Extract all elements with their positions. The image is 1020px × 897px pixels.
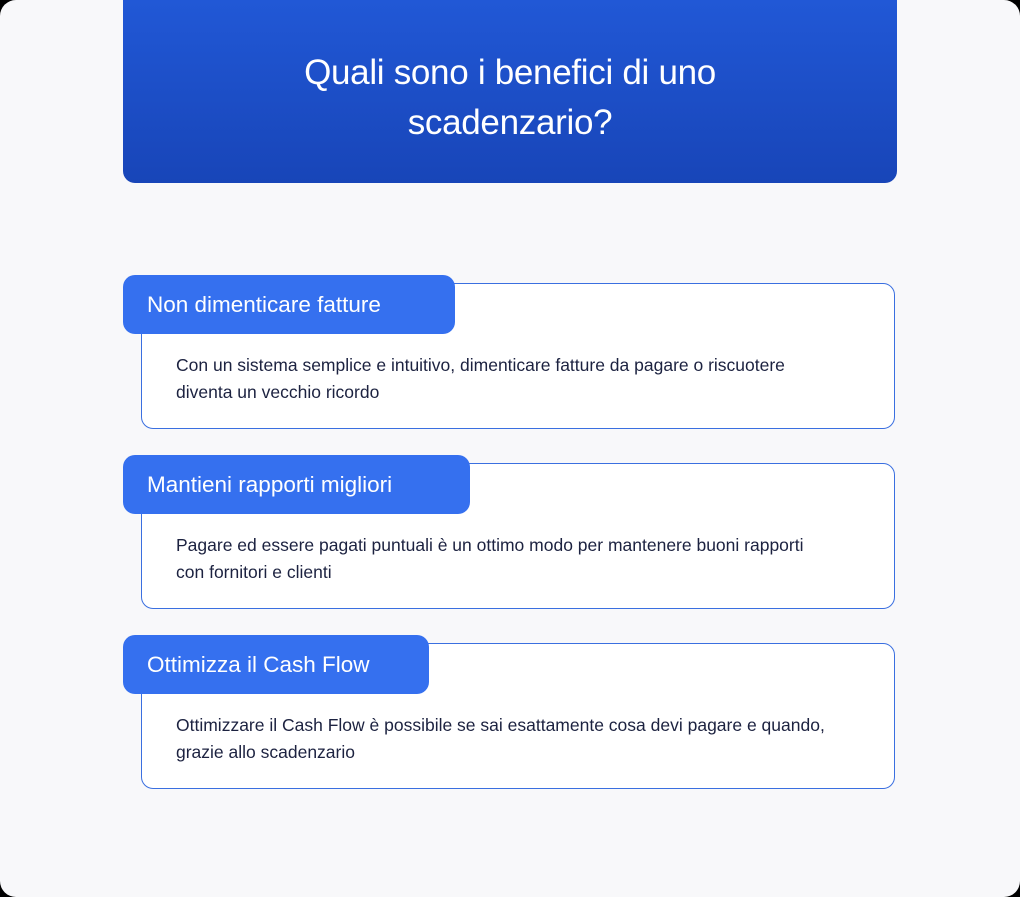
card-title: Ottimizza il Cash Flow: [147, 651, 370, 677]
card-title-tab: [123, 455, 470, 514]
card-title-tab: [123, 635, 429, 694]
card-title-tab: [123, 275, 455, 334]
benefit-card-relationships: [123, 455, 897, 611]
page-title: Quali sono i benefici di uno scadenzario?: [304, 52, 716, 142]
benefit-card-invoices: [123, 275, 897, 431]
card-title: Mantieni rapporti migliori: [147, 471, 393, 497]
benefit-card-cash-flow: [123, 635, 897, 791]
card-description: Con un sistema semplice e intuitivo, dimenticare fatture da pagare o riscuotere diventa un vecchio ricordo: [176, 355, 785, 402]
header-banner: [123, 0, 897, 183]
card-title: Non dimenticare fatture: [147, 291, 381, 317]
card-description: Pagare ed essere pagati puntuali è un ottimo modo per mantenere buoni rapporti con fornitori e clienti: [176, 535, 804, 582]
card-description: Ottimizzare il Cash Flow è possibile se sai esattamente cosa devi pagare e quando, grazie allo scadenzario: [176, 715, 825, 762]
